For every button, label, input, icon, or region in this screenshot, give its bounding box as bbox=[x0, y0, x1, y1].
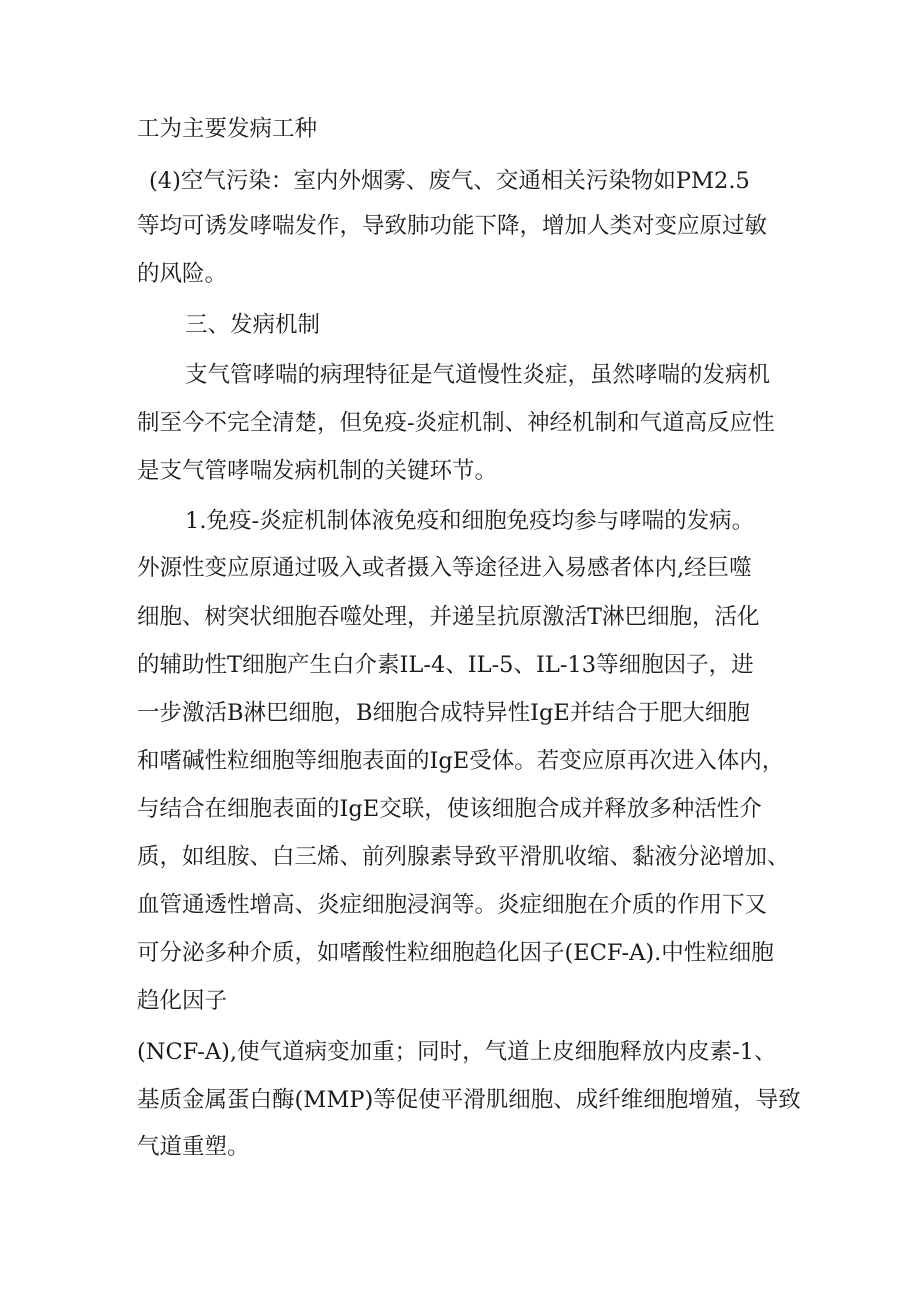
text-line-19: 趋化因子 bbox=[137, 988, 228, 1014]
text-line-20: (NCF-A),使气道病变加重；同时，气道上皮细胞释放内皮素-1、 bbox=[137, 1039, 777, 1065]
text-line-10: 外源性变应原通过吸入或者摄入等途径进入易感者体内,经巨噬 bbox=[137, 555, 752, 581]
text-line-13: 一步激活B淋巴细胞，B细胞合成特异性IgE并结合于肥大细胞 bbox=[137, 700, 750, 726]
text-line-3: 等均可诱发哮喘发作，导致肺功能下降，增加人类对变应原过敏 bbox=[137, 213, 768, 239]
text-line-18: 可分泌多种介质，如嗜酸性粒细胞趋化因子(ECF-A).中性粒细胞 bbox=[137, 940, 774, 966]
text-line-21: 基质金属蛋白酶(MMP)等促使平滑肌细胞、成纤维细胞增殖，导致 bbox=[137, 1087, 801, 1113]
text-line-4: 的风险。 bbox=[137, 261, 228, 287]
text-line-22: 气道重塑。 bbox=[137, 1134, 250, 1160]
text-line-15: 与结合在细胞表面的IgE交联，使该细胞合成并释放多种活性介 bbox=[137, 796, 762, 822]
text-line-2: (4)空气污染：室内外烟雾、废气、交通相关污染物如PM2.5 bbox=[149, 168, 750, 194]
text-line-7: 制至今不完全清楚，但免疫-炎症机制、神经机制和气道高反应性 bbox=[137, 410, 775, 436]
text-line-14: 和嗜碱性粒细胞等细胞表面的IgE受体。若变应原再次进入体内， bbox=[137, 748, 785, 774]
text-line-9: 1.免疫-炎症机制体液免疫和细胞免疫均参与哮喘的发病。 bbox=[185, 508, 755, 534]
text-line-6: 支气管哮喘的病理特征是气道慢性炎症，虽然哮喘的发病机 bbox=[185, 362, 771, 388]
text-line-1: 工为主要发病工种 bbox=[137, 116, 318, 142]
text-line-8: 是支气管哮喘发病机制的关键环节。 bbox=[137, 458, 498, 484]
text-line-17: 血管通透性增高、炎症细胞浸润等。炎症细胞在介质的作用下又 bbox=[137, 892, 768, 918]
section-heading: 三、发病机制 bbox=[185, 312, 321, 338]
text-line-11: 细胞、树突状细胞吞噬处理，并递呈抗原激活T淋巴细胞，活化 bbox=[137, 604, 760, 630]
text-line-12: 的辅助性T细胞产生白介素IL-4、IL-5、IL-13等细胞因子，进 bbox=[137, 652, 754, 678]
text-line-16: 质，如组胺、白三烯、前列腺素导致平滑肌收缩、黏液分泌增加、 bbox=[137, 844, 790, 870]
